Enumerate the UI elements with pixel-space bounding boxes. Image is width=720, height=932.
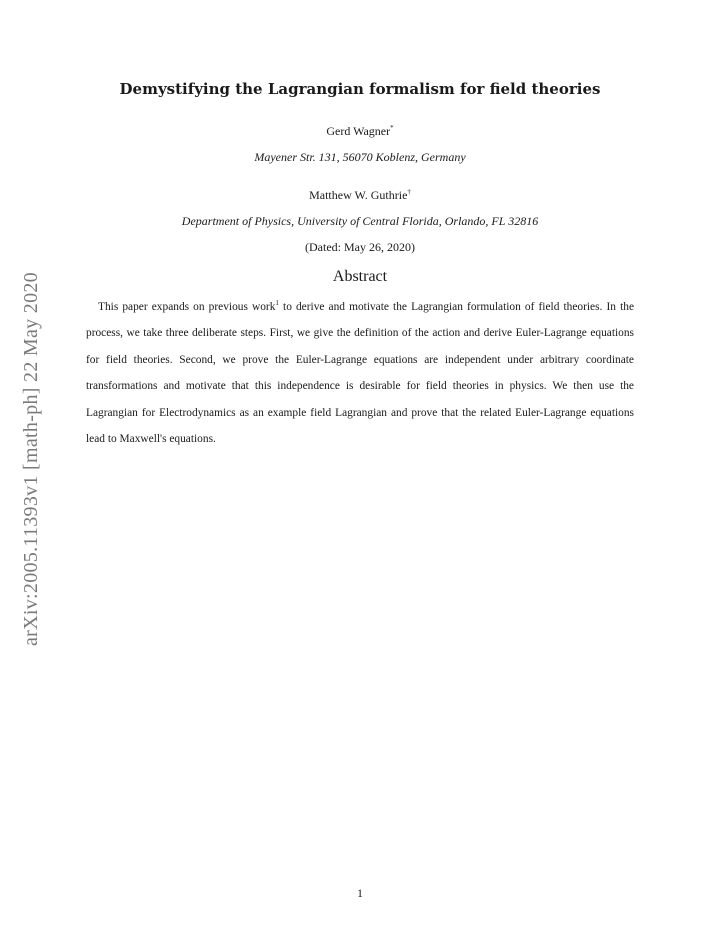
author-line — [0, 188, 720, 203]
abstract-body — [86, 294, 634, 452]
page-number: 1 — [357, 886, 363, 900]
author-name: Gerd Wagner — [326, 124, 391, 138]
author-name: Matthew W. Guthrie — [309, 188, 408, 202]
paper-title: Demystifying the Lagrangian formalism for field theories — [119, 80, 601, 98]
abstract-text-start: This paper expands on previous work — [98, 301, 276, 313]
author-affiliation: Mayener Str. 131, 56070 Koblenz, Germany — [254, 150, 466, 164]
author-line — [0, 124, 720, 139]
author-footnote-mark: * — [390, 124, 394, 132]
abstract-heading: Abstract — [332, 268, 388, 285]
author-affiliation: Department of Physics, University of Central Florida, Orlando, FL 32816 — [181, 214, 539, 228]
arxiv-identifier-text: arXiv:2005.11393v1 [math-ph] 22 May 2020 — [20, 272, 42, 646]
abstract-text-rest: to derive and motivate the Lagrangian formulation of field theories. In the process, we take three deliberate steps. First, we give the definition of the action and derive Euler-Lagrange equations for field theories. Second, we prove the Euler-Lagrange equations are independent under arbitrary coordinate transformations and motivate that this independence is desirable for field theories in physics. We then use the Lagrangian for Electrodynamics as an example field Lagrangian and prove that the related Euler-Lagrange equations lead to Maxwell's equations. — [86, 301, 634, 446]
author-footnote-mark: † — [407, 188, 411, 196]
reference-marker: 1 — [275, 299, 279, 308]
date-line: (Dated: May 26, 2020) — [305, 240, 415, 254]
